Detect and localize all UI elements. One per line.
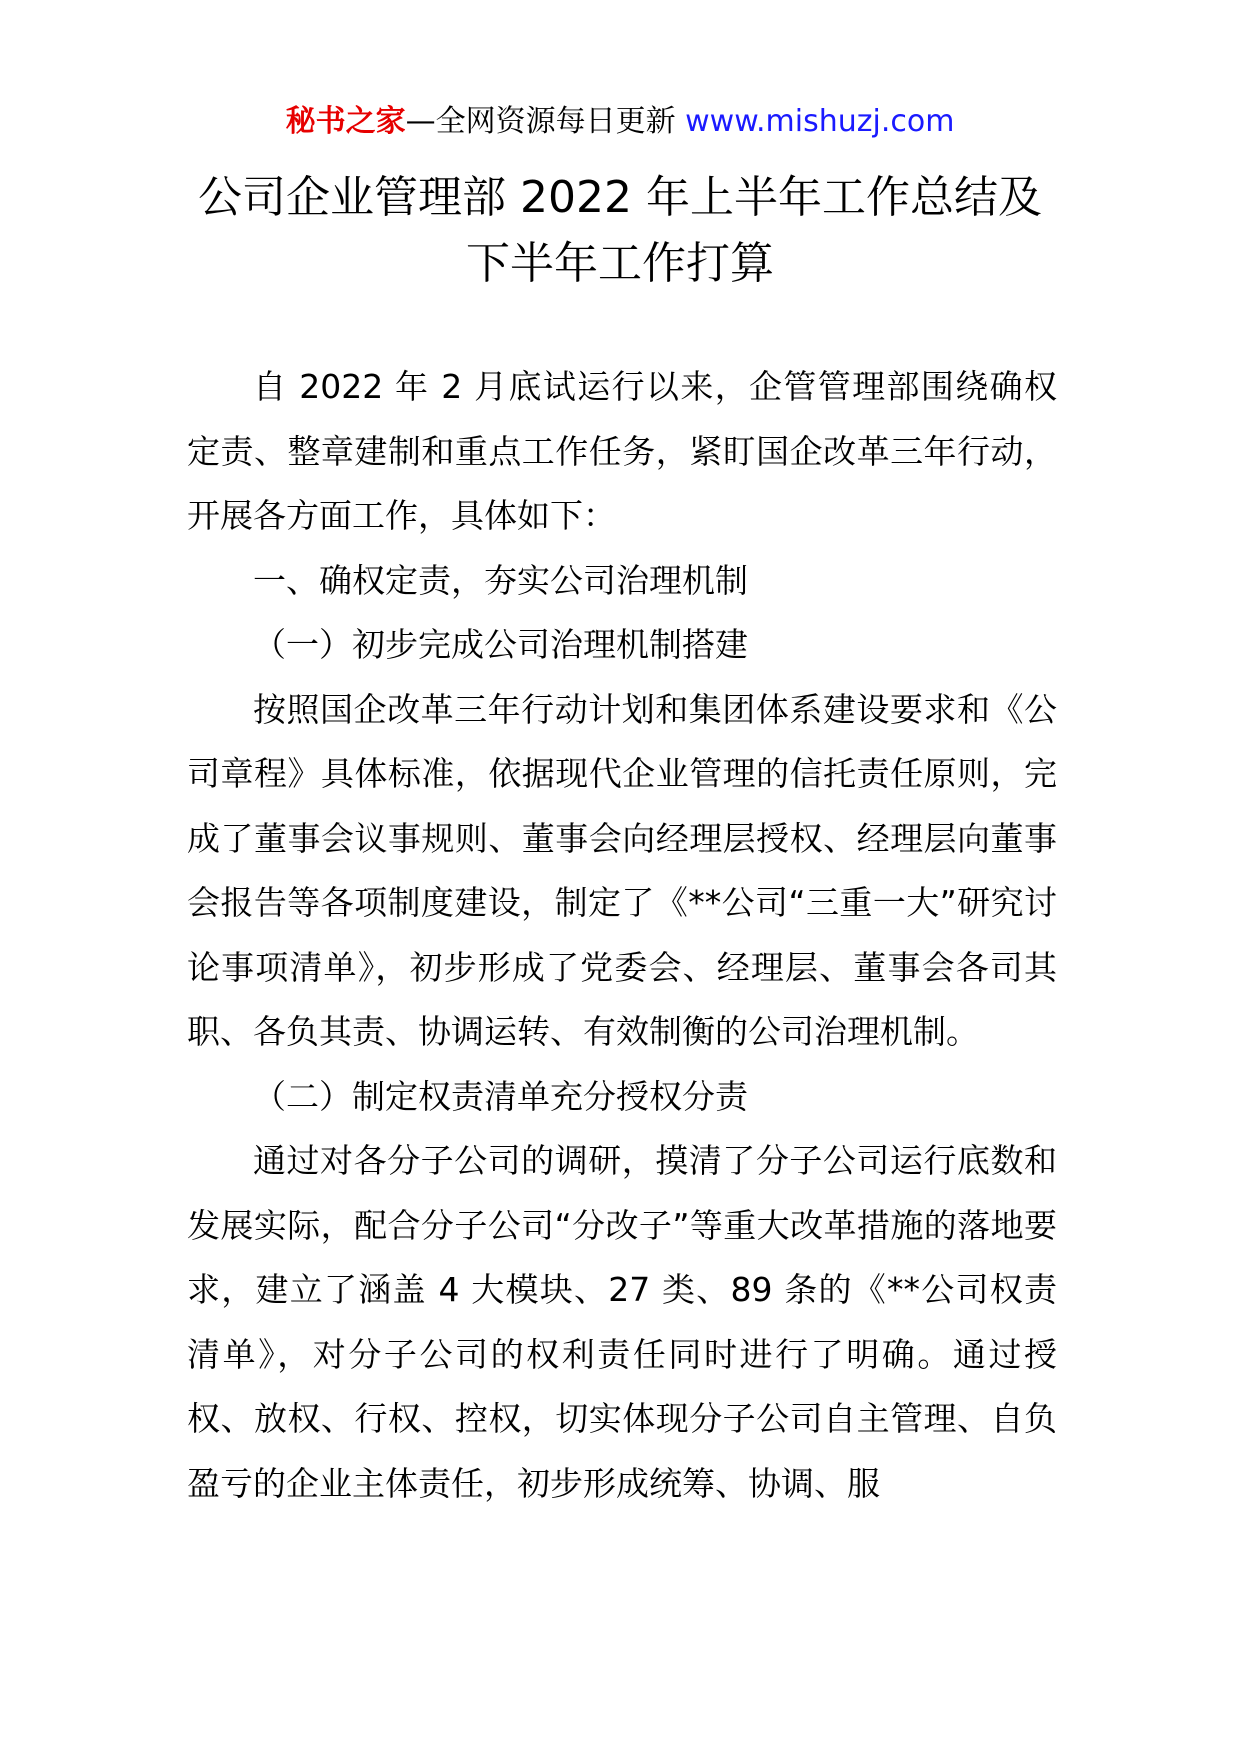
document-body <box>187 355 1057 1516</box>
section-heading-1: 一、确权定责，夯实公司治理机制 <box>253 560 748 600</box>
watermark-header <box>0 102 1240 142</box>
subsection-heading-1-2: （二）制定权责清单充分授权分责 <box>253 1076 748 1116</box>
subsection-body-1-2: 通过对各分子公司的调研，摸清了分子公司运行底数和发展实际，配合分子公司“分改子”等重大改革措施的落地要求，建立了涵盖 4 大模块、27 类、89 条的《**公司权责清单》，对分子公司的权利责任同时进行了明确。通过授权、放权、行权、控权，切实体现分子公司自主管理、自负盈亏的企业主体责任，初步形成统筹、协调、服 <box>187 1141 1057 1503</box>
brand-name: 秘书之家 <box>285 104 406 139</box>
subsection-heading-1-1: （一）初步完成公司治理机制搭建 <box>253 625 748 664</box>
header-tagline: —全网资源每日更新 <box>405 104 686 139</box>
document-title <box>140 165 1100 297</box>
subsection-body-1-1: 按照国企改革三年行动计划和集团体系建设要求和《公司章程》具体标准，依据现代企业管理的信托责任原则，完成了董事会议事规则、董事会向经理层授权、经理层向董事会报告等各项制度建设，制定了《**公司“三重一大”研究讨论事项清单》，初步形成了党委会、经理层、董事会各司其职、各负其责、协调运转、有效制衡的公司治理机制。 <box>187 689 1057 1051</box>
title-line-2: 下半年工作打算 <box>466 238 774 289</box>
title-line-1: 公司企业管理部 2022 年上半年工作总结及 <box>198 172 1042 223</box>
header-url-link[interactable]: www.mishuzj.com <box>685 104 955 139</box>
intro-paragraph: 自 2022 年 2 月底试运行以来，企管管理部围绕确权定责、整章建制和重点工作任务，紧盯国企改革三年行动，开展各方面工作，具体如下： <box>187 367 1057 535</box>
